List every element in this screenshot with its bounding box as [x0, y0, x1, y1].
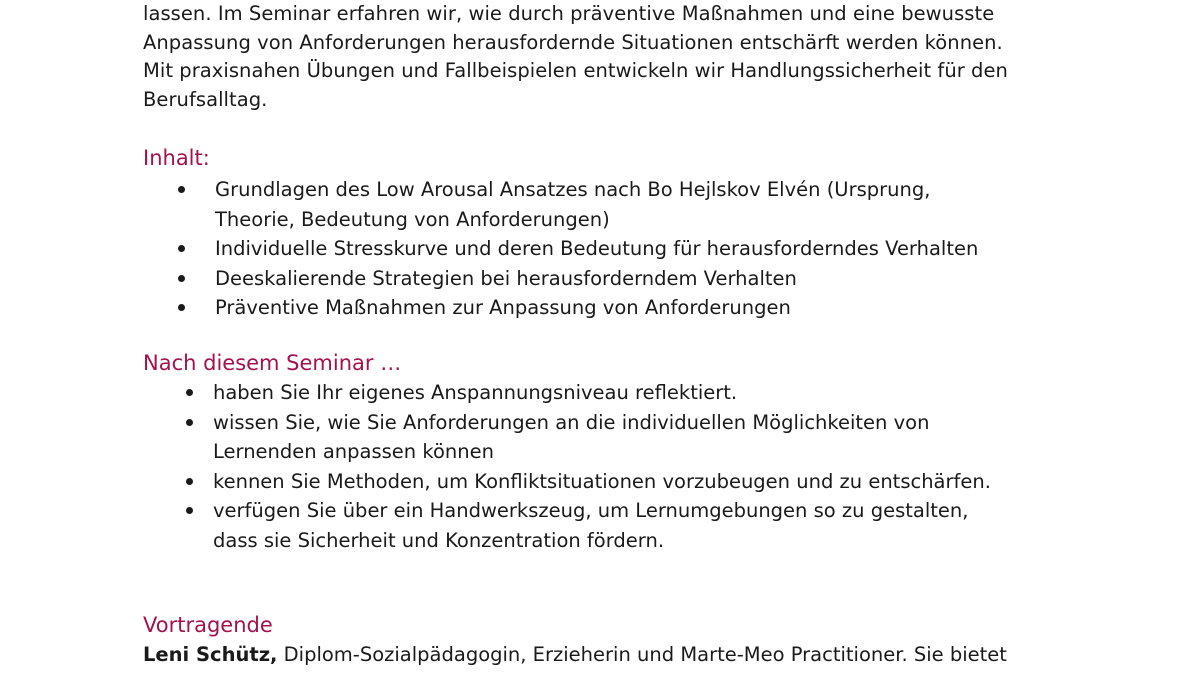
- bullet-icon: [186, 478, 193, 485]
- vortragende-heading: Vortragende: [143, 613, 273, 637]
- speaker-paragraph: [143, 641, 1083, 669]
- intro-line: Anpassung von Anforderungen herausfordernde Situationen entschärft werden können.: [143, 30, 1003, 54]
- bullet-icon: [186, 389, 193, 396]
- bullet-icon: [178, 245, 185, 252]
- list-item: [213, 467, 1063, 497]
- list-item: [215, 264, 1065, 294]
- list-item: [215, 234, 1065, 264]
- speaker-name: Leni Schütz,: [143, 643, 278, 666]
- list-item: [215, 293, 1065, 323]
- bullet-icon: [178, 304, 185, 311]
- intro-paragraph: [143, 0, 1073, 114]
- list-item-text: Grundlagen des Low Arousal Ansatzes nach Bo Hejlskov Elvén (Ursprung, Theorie, Bedeutung von Anforderungen): [215, 178, 931, 231]
- list-item: [215, 175, 995, 234]
- list-item: [213, 378, 1063, 408]
- speaker-description: Diplom-Sozialpädagogin, Erzieherin und Marte-Meo Practitioner. Sie bietet: [277, 643, 1007, 666]
- list-item-text: wissen Sie, wie Sie Anforderungen an die individuellen Möglichkeiten von Lernenden anpassen können: [213, 410, 930, 463]
- bullet-icon: [186, 507, 193, 514]
- inhalt-heading: Inhalt:: [143, 146, 210, 170]
- list-item-text: Präventive Maßnahmen zur Anpassung von Anforderungen: [215, 296, 791, 319]
- list-item-text: haben Sie Ihr eigenes Anspannungsniveau reflektiert.: [213, 381, 738, 404]
- bullet-icon: [178, 186, 185, 193]
- intro-line: Mit praxisnahen Übungen und Fallbeispielen entwickeln wir Handlungssicherheit für den: [143, 59, 1008, 83]
- list-item-text: Deeskalierende Strategien bei herausforderndem Verhalten: [215, 266, 797, 290]
- list-item: [213, 408, 973, 467]
- nach-seminar-heading: Nach diesem Seminar …: [143, 351, 402, 375]
- inhalt-list: [215, 175, 1065, 323]
- intro-line: Berufsalltag.: [143, 87, 268, 111]
- list-item-text: kennen Sie Methoden, um Konfliktsituationen vorzubeugen und zu entschärfen.: [213, 469, 991, 493]
- list-item-text: verfügen Sie über ein Handwerkszeug, um Lernumgebungen so zu gestalten, dass sie Sicherheit und Konzentration fördern.: [213, 499, 969, 552]
- nach-seminar-list: [213, 378, 1063, 555]
- bullet-icon: [178, 275, 185, 282]
- bullet-icon: [186, 419, 193, 426]
- list-item: [213, 496, 1013, 555]
- intro-line: lassen. Im Seminar erfahren wir, wie durch präventive Maßnahmen und eine bewusste: [143, 2, 995, 25]
- list-item-text: Individuelle Stresskurve und deren Bedeutung für herausforderndes Verhalten: [215, 237, 979, 260]
